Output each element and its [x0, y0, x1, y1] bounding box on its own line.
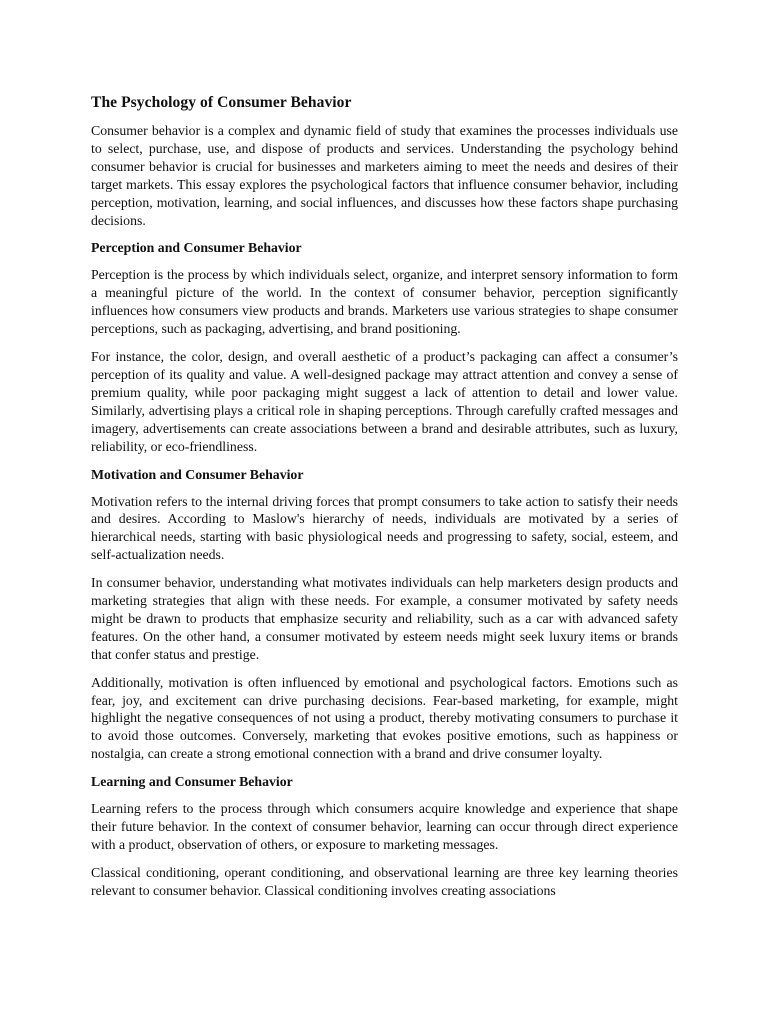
section-heading-motivation: Motivation and Consumer Behavior [91, 466, 304, 482]
learning-paragraph-2: Classical conditioning, operant conditioning, and observational learning are three key learning theories relevant to consumer behavior. Classical conditioning involves creating associations [91, 864, 678, 898]
learning-paragraph-1: Learning refers to the process through which consumers acquire knowledge and experience that shape their future behavior. In the context of consumer behavior, learning can occur through direct experience with a product, observation of others, or exposure to marketing messages. [91, 801, 678, 852]
intro-paragraph: Consumer behavior is a complex and dynamic field of study that examines the processes individuals use to select, purchase, use, and dispose of products and services. Understanding the psychology behind consumer behavior is crucial for businesses and marketers aiming to meet the needs and desires of their target markets. This essay explores the psychological factors that influence consumer behavior, including perception, motivation, learning, and social influences, and discusses how these factors shape purchasing decisions. [91, 123, 678, 228]
document-body [91, 93, 678, 910]
document-title: The Psychology of Consumer Behavior [91, 94, 352, 111]
section-heading-perception: Perception and Consumer Behavior [91, 240, 302, 256]
section-heading-learning: Learning and Consumer Behavior [91, 774, 293, 790]
perception-paragraph-2: For instance, the color, design, and overall aesthetic of a product’s packaging can affect a consumer’s perception of its quality and value. A well-designed package may attract attention and convey a sense of premium quality, while poor packaging might suggest a lack of attention to detail and lower value. Similarly, advertising plays a critical role in shaping perceptions. Through carefully crafted messages and imagery, advertisements can create associations between a brand and desirable attributes, such as luxury, reliability, or eco-friendliness. [91, 349, 678, 454]
motivation-paragraph-3: Additionally, motivation is often influenced by emotional and psychological factors. Emotions such as fear, joy, and excitement can drive purchasing decisions. Fear-based marketing, for example, might highlight the negative consequences of not using a product, thereby motivating consumers to purchase it to avoid those outcomes. Conversely, marketing that evokes positive emotions, such as happiness or nostalgia, can create a strong emotional connection with a brand and drive consumer loyalty. [91, 674, 678, 762]
perception-paragraph-1: Perception is the process by which individuals select, organize, and interpret sensory information to form a meaningful picture of the world. In the context of consumer behavior, perception significantly influences how consumers view products and brands. Marketers use various strategies to shape consumer perceptions, such as packaging, advertising, and brand positioning. [91, 267, 678, 337]
motivation-paragraph-2: In consumer behavior, understanding what motivates individuals can help marketers design products and marketing strategies that align with these needs. For example, a consumer motivated by safety needs might be drawn to products that emphasize security and reliability, such as a car with advanced safety features. On the other hand, a consumer motivated by esteem needs might seek luxury items or brands that confer status and prestige. [91, 575, 678, 662]
motivation-paragraph-1: Motivation refers to the internal driving forces that prompt consumers to take action to satisfy their needs and desires. According to Maslow's hierarchy of needs, individuals are motivated by a series of hierarchical needs, starting with basic physiological needs and progressing to safety, social, esteem, and self-actualization needs. [91, 493, 678, 563]
